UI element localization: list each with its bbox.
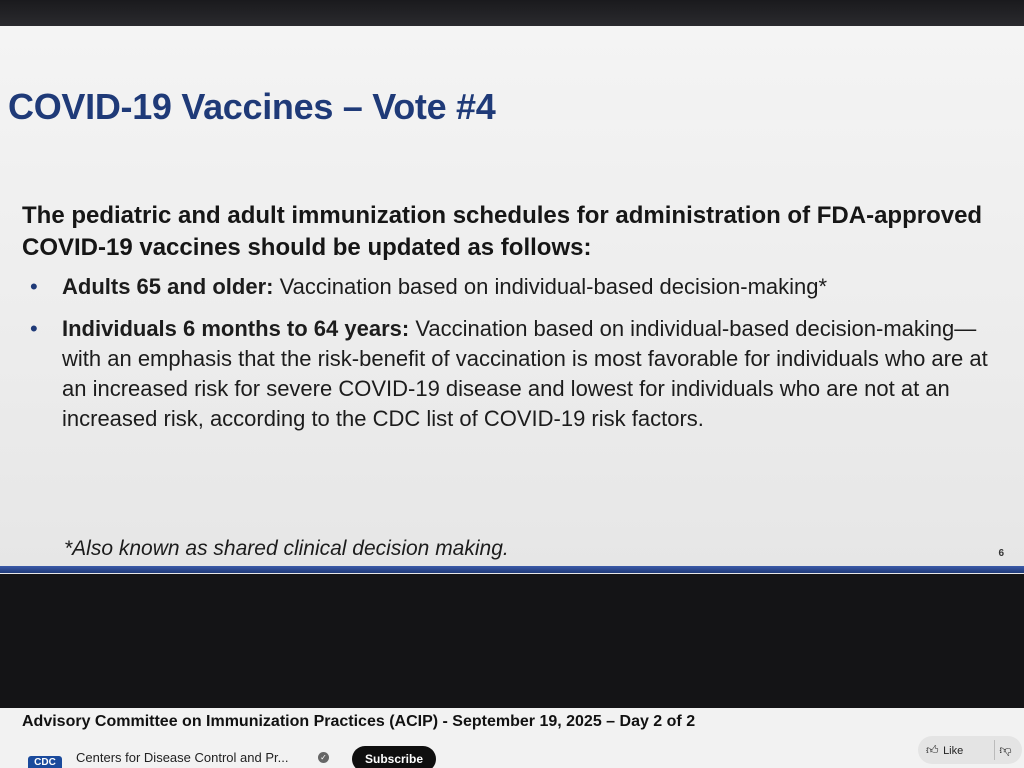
slide-footnote: *Also known as shared clinical decision making. (64, 537, 509, 560)
slide-intro: The pediatric and adult immunization schedules for administration of FDA-approved COVID-19 vaccines should be updated as follows: (22, 202, 983, 261)
thumbs-down-icon: 👎︎ (999, 743, 1012, 757)
like-button[interactable] (926, 740, 963, 760)
bullet-text: Vaccination based on individual-based decision-making—with an emphasis that the risk-benefit of vaccination is most favorable for individuals who are at an increased risk for severe COVID-19 disease and lowest for individuals who are not at an increased risk, according to the CDC list of COVID-19 risk factors. (62, 316, 988, 431)
bullet-lead: Adults 65 and older: (62, 274, 274, 299)
bullet-list (30, 272, 990, 434)
video-title: Advisory Committee on Immunization Practices (ACIP) - September 19, 2025 – Day 2 of 2 (22, 713, 696, 730)
dislike-button[interactable] (994, 740, 1016, 760)
subscribe-button[interactable]: Subscribe (352, 746, 436, 768)
thumbs-up-icon: 👍︎ (926, 743, 939, 757)
channel-row (22, 742, 1022, 768)
slide-title: COVID-19 Vaccines – Vote #4 (8, 86, 496, 127)
screen-bezel (0, 0, 1024, 26)
bullet-icon: • (30, 274, 38, 299)
like-label: Like (943, 745, 964, 757)
verified-check-icon: ✓ (318, 752, 329, 763)
channel-avatar[interactable]: CDC (28, 756, 62, 768)
presentation-slide (0, 26, 1024, 574)
channel-name[interactable]: Centers for Disease Control and Pr... (76, 750, 289, 765)
bullet-lead: Individuals 6 months to 64 years: (62, 316, 410, 341)
list-item (30, 272, 990, 302)
bullet-text: Vaccination based on individual-based decision-making* (273, 274, 828, 299)
list-item (30, 314, 990, 434)
slide-page-number: 6 (998, 548, 1004, 559)
like-dislike-group (918, 736, 1022, 764)
bullet-icon: • (30, 316, 38, 341)
slide-footer-bar (0, 566, 1024, 573)
